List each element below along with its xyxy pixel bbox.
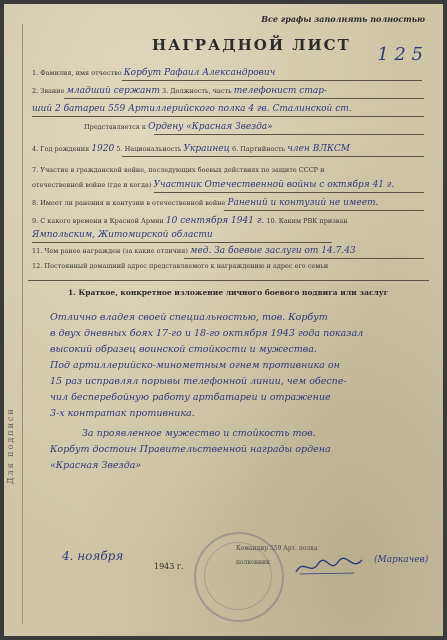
underline <box>122 156 424 157</box>
document-title: НАГРАДНОЙ ЛИСТ <box>152 36 351 54</box>
signatory-rank: полковник <box>236 559 270 566</box>
body-line: 15 раз исправлял порывы телефонной линии, чем обеспе- <box>50 376 347 387</box>
field-rvk: Ямпольским, Житомирской области <box>32 230 213 240</box>
underline <box>154 134 424 135</box>
body-line: «Красная Звезда» <box>50 460 142 471</box>
field-participation: 7. Участие в гражданской войне, последующих боевых действиях по защите СССР и <box>32 166 325 174</box>
body-line: высокий образец воинской стойкости и мужества. <box>50 344 317 355</box>
sheet-number: 1 2 5 <box>377 44 423 65</box>
field-birth: 4. Год рождения 1920 5. Национальность Украинец 6. Партийность член ВЛКСМ <box>32 144 350 154</box>
field-award: Представляется к Ордену «Красная Звезда» <box>84 122 273 132</box>
field-prior-awards: 11. Чем ранее награжден (за какие отличия) мед. За боевые заслуги от 14.7.43 <box>32 246 356 256</box>
section-divider <box>28 280 429 281</box>
underline <box>32 116 424 117</box>
underline <box>154 192 424 193</box>
field-participation-where: отечественной войне (где и когда) Участник Отечественной войны с октября 41 г. <box>32 180 395 190</box>
underline <box>64 98 424 99</box>
signature-year: 1943 г. <box>154 562 184 571</box>
header-note: Все графы заполнять полностью <box>261 14 425 24</box>
field-wounds: 8. Имеет ли ранения и контузии в отечественной войне Ранений и контузий не имеет. <box>32 198 379 208</box>
body-line: 3-х контратак противника. <box>50 408 195 419</box>
section-title: 1. Краткое, конкретное изложение личного боевого подвига или заслуг <box>68 288 389 297</box>
body-line: в двух дневных боях 17-го и 18-го октября 1943 года показал <box>50 328 364 339</box>
underline <box>184 258 424 259</box>
body-line: Отлично владея своей специальностью, тов. Корбут <box>50 312 328 323</box>
side-label: Для подписи <box>6 407 15 484</box>
margin-line <box>22 24 23 624</box>
signatory-role: Командир 559 Арт. полка <box>236 545 318 552</box>
field-rank: 2. Звание младший сержант 3. Должность, часть телефонист стар- <box>32 86 328 96</box>
body-line: За проявленное мужество и стойкость тов. <box>82 428 316 439</box>
signature-date: 4. ноября <box>62 549 124 563</box>
field-name-value: Корбут Рафаил Александрович <box>123 68 276 78</box>
body-line: чил бесперебойную работу артбатареи и отражение <box>50 392 331 403</box>
field-address: 12. Постоянный домашний адрес представляемого к награждению и адрес его семьи <box>32 262 329 270</box>
underline <box>32 242 332 243</box>
award-sheet <box>4 4 443 636</box>
body-line: Корбут достоин Правительственной награды ордена <box>50 444 331 455</box>
handwritten-signature <box>294 554 364 582</box>
body-line: Под артиллерийско-минометным огнем противника он <box>50 360 340 371</box>
signatory-name: (Маркачев) <box>374 555 429 565</box>
field-name: 1. Фамилия, имя отчество Корбут Рафаил Александрович <box>32 68 276 78</box>
field-service-start: 9. С какого времени в Красной Армии 10 сентября 1941 г. 10. Каким РВК призван <box>32 216 348 226</box>
field-unit: ший 2 батареи 559 Артиллерийского полка 4 гв. Сталинской ст. <box>32 104 352 114</box>
underline <box>122 80 422 81</box>
underline <box>224 210 424 211</box>
official-stamp-inner <box>204 542 272 610</box>
